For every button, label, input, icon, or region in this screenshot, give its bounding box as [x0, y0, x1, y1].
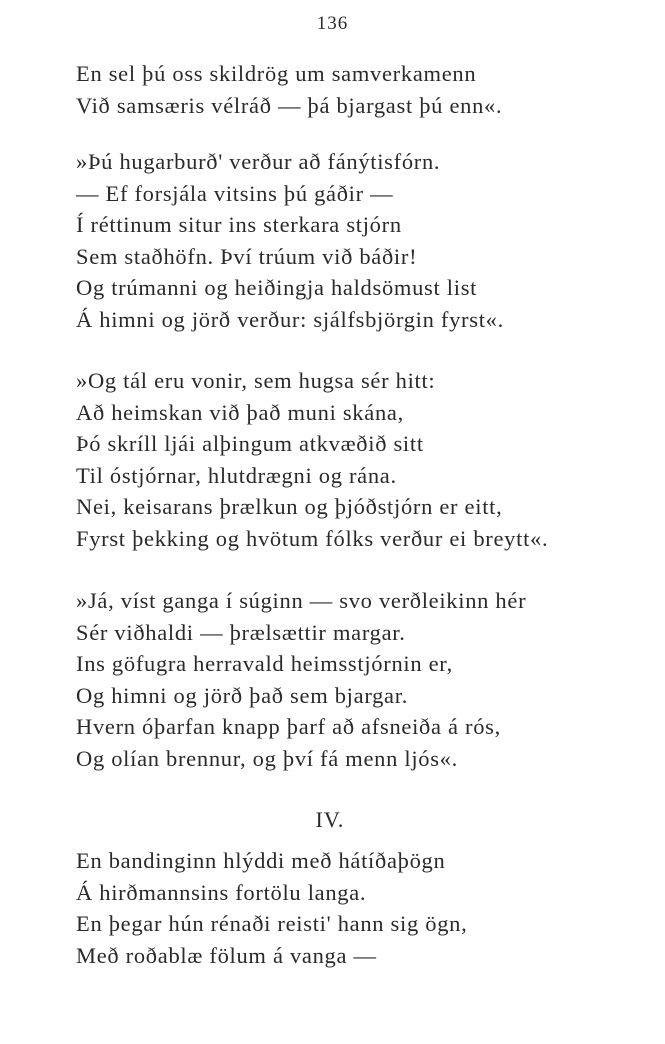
verse-line: Á hirðmannsins fortölu langa. — [76, 879, 367, 905]
verse-line: En þegar hún rénaði reisti' hann sig ögn, — [76, 911, 468, 936]
section-heading: IV. — [315, 807, 345, 832]
stanza-gap — [76, 554, 656, 585]
verse-line: Ins göfugra herravald heimsstjórnin er, — [76, 651, 453, 676]
verse-line: Og trúmanni og heiðingja haldsömust list — [76, 275, 478, 300]
verse-line: Við samsæris vélráð — þá bjargast þú enn«. — [76, 92, 503, 118]
verse-line: Og himni og jörð það sem bjargar. — [76, 682, 409, 708]
verse-line: Fyrst þekking og hvötum fólks verður ei breytt«. — [76, 525, 549, 551]
verse-line: Og olían brennur, og því fá menn ljós«. — [76, 745, 458, 771]
verse-line: Hvern óþarfan knapp þarf að afsneiða á rós, — [76, 714, 501, 739]
verse-line: Sér viðhaldi — þrælsættir margar. — [76, 619, 406, 645]
stanza-5 — [76, 845, 656, 971]
page-number: 136 — [316, 13, 349, 34]
stanza-4 — [76, 585, 656, 774]
verse-line: Á himni og jörð verður: sjálfsbjörgin fyrst«. — [76, 306, 504, 332]
stanza-3 — [76, 365, 656, 554]
stanza-1 — [76, 58, 656, 121]
poem-body — [76, 58, 656, 971]
stanza-gap — [76, 121, 656, 146]
verse-line: Með roðablæ fölum á vanga — — [76, 942, 377, 968]
verse-line: »Og tál eru vonir, sem hugsa sér hitt: — [76, 368, 436, 393]
verse-line: Nei, keisarans þrælkun og þjóðstjórn er eitt, — [76, 494, 503, 519]
verse-line: — Ef forsjála vitsins þú gáðir — — [76, 180, 394, 206]
verse-line: En bandinginn hlýddi með hátíðaþögn — [76, 848, 446, 873]
stanza-2 — [76, 146, 656, 335]
verse-line: Þó skríll ljái alþingum atkvæðið sitt — [76, 431, 424, 456]
verse-line: Að heimskan við það muni skána, — [76, 399, 404, 425]
stanza-gap — [76, 335, 656, 365]
section-gap — [76, 774, 656, 805]
section-gap — [76, 835, 656, 845]
verse-line: »Þú hugarburð' verður að fánýtisfórn. — [76, 149, 441, 174]
verse-line: »Já, víst ganga í súginn — svo verðleikinn hér — [76, 588, 527, 613]
verse-line: Sem staðhöfn. Því trúum við báðir! — [76, 243, 418, 269]
verse-line: Til óstjórnar, hlutdrægni og rána. — [76, 462, 397, 488]
verse-line: Í réttinum situr ins sterkara stjórn — [76, 212, 402, 237]
verse-line: En sel þú oss skildrög um samverkamenn — [76, 61, 477, 86]
